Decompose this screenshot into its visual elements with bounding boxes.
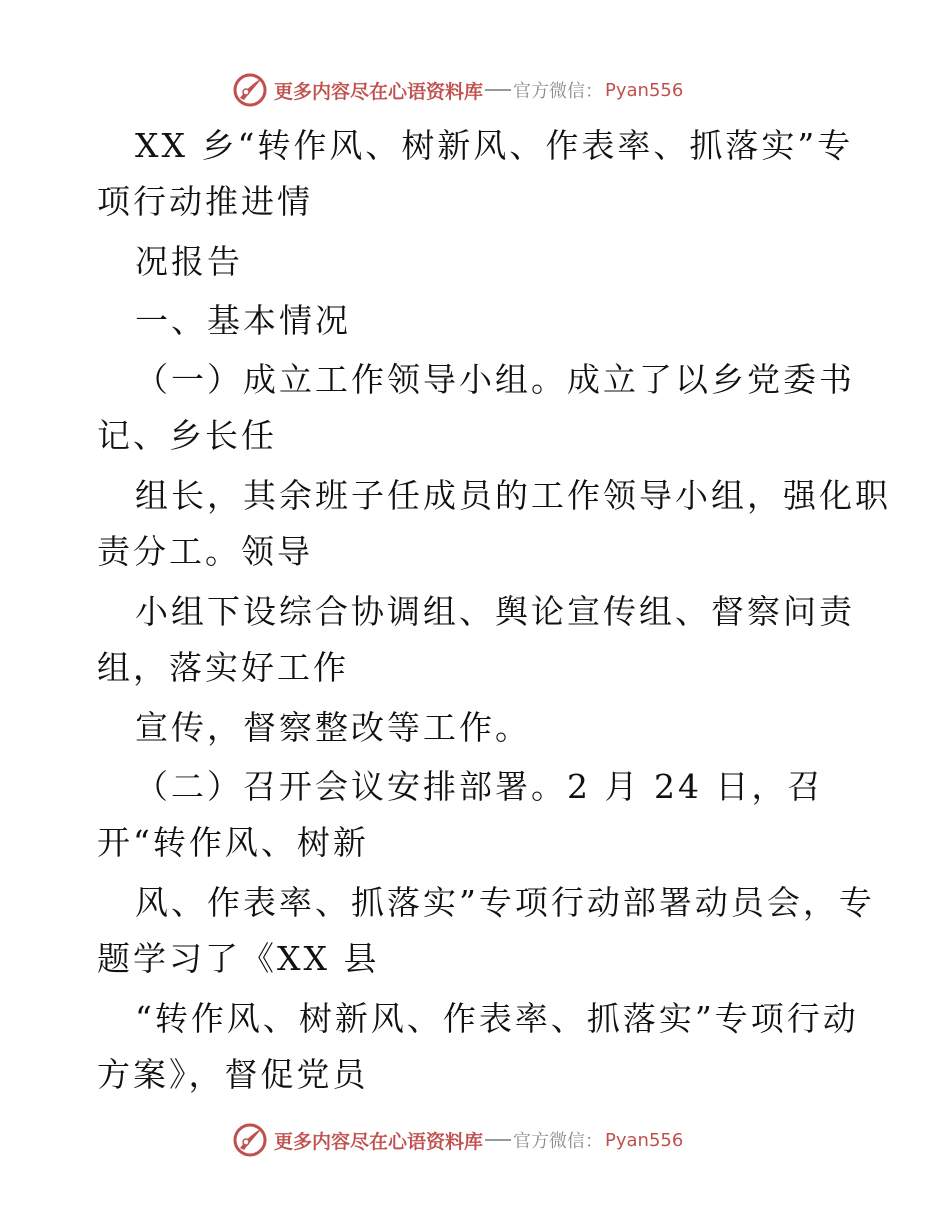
watermark-official-label: 官方微信： bbox=[513, 81, 604, 102]
doc-line: 项行动推进情 bbox=[97, 182, 313, 221]
doc-line: XX 乡“转作风、树新风、作表率、抓落实”专 bbox=[135, 126, 854, 165]
doc-line: 组长，其余班子任成员的工作领导小组，强化职 bbox=[135, 476, 891, 515]
doc-line: “转作风、树新风、作表率、抓落实”专项行动 bbox=[135, 999, 859, 1038]
header-watermark bbox=[232, 70, 683, 110]
doc-line: （二）召开会议安排部署。2 月 24 日，召 bbox=[135, 767, 824, 806]
watermark-handle: Pyan556 bbox=[605, 79, 684, 101]
doc-line: 方案》，督促党员 bbox=[97, 1055, 369, 1094]
watermark-brand-text: 更多内容尽在心语资料库 bbox=[274, 1130, 484, 1153]
doc-line: 组，落实好工作 bbox=[97, 648, 349, 687]
watermark-handle: Pyan556 bbox=[605, 1129, 684, 1151]
quill-swirl-icon bbox=[232, 72, 268, 108]
doc-line: 责分工。领导 bbox=[97, 532, 313, 571]
doc-line: 题学习了《XX 县 bbox=[97, 939, 380, 978]
doc-line: 一、基本情况 bbox=[135, 301, 351, 340]
quill-swirl-icon bbox=[232, 1122, 268, 1158]
doc-line: （一）成立工作领导小组。成立了以乡党委书 bbox=[135, 360, 855, 399]
doc-line: 开“转作风、树新 bbox=[97, 823, 369, 862]
watermark-dash bbox=[485, 1139, 511, 1141]
watermark-dash bbox=[485, 89, 511, 91]
doc-line: 风、作表率、抓落实”专项行动部署动员会，专 bbox=[135, 883, 875, 922]
doc-line: 小组下设综合协调组、舆论宣传组、督察问责 bbox=[135, 592, 855, 631]
doc-line: 记、乡长任 bbox=[97, 416, 277, 455]
doc-line: 宣传，督察整改等工作。 bbox=[135, 708, 531, 747]
footer-watermark bbox=[232, 1120, 683, 1160]
watermark-brand-text: 更多内容尽在心语资料库 bbox=[274, 80, 484, 103]
watermark-official-label: 官方微信： bbox=[513, 1131, 604, 1152]
doc-line: 况报告 bbox=[135, 242, 243, 281]
